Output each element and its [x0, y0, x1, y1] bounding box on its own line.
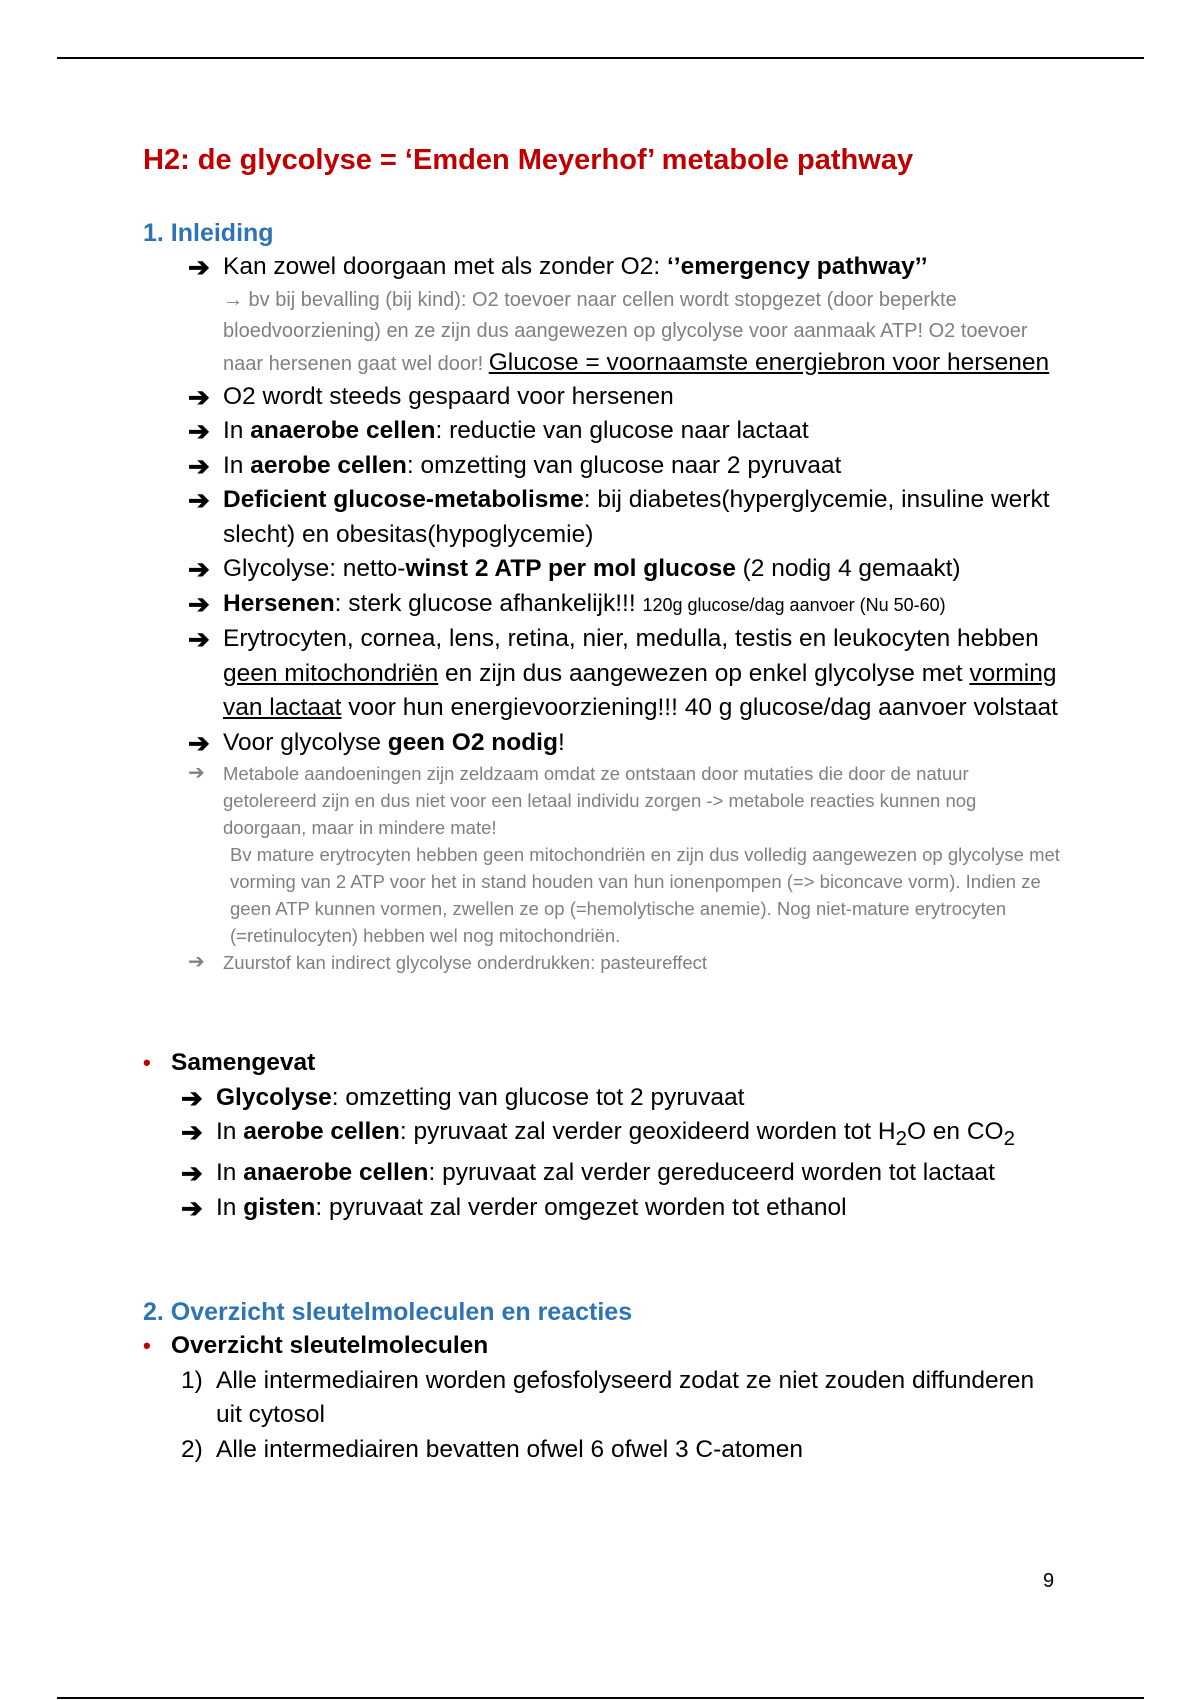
arrow-icon: ➔: [181, 1117, 203, 1147]
arrow-icon: ➔: [188, 450, 210, 481]
list-item: ➔ Glycolyse: netto-winst 2 ATP per mol glucose (2 nodig 4 gemaakt): [188, 552, 1063, 587]
arrow-icon: ➔: [188, 554, 210, 584]
list-item: ➔ Hersenen: sterk glucose afhankelijk!!! 120g glucose/dag aanvoer (Nu 50-60): [188, 587, 1063, 623]
document-body: [143, 140, 1063, 1467]
bullet-icon: •: [143, 1333, 151, 1359]
arrow-icon: ➔: [188, 951, 205, 973]
summary-heading: • Samengevat: [143, 1046, 1063, 1081]
list-item: ➔ Deficient glucose-metabolisme: bij diabetes(hyperglycemie, insuline werkt slecht) en obesitas(hypoglycemie): [188, 485, 1050, 548]
page-number: 9: [1043, 1570, 1055, 1592]
arrow-icon: ➔: [188, 762, 205, 784]
chapter-heading: H2: de glycolyse = ‘Emden Meyerhof’ metabole pathway: [143, 144, 914, 176]
arrow-icon: ➔: [188, 485, 210, 515]
arrow-icon: ➔: [188, 416, 210, 446]
list-item: ➔ In anaerobe cellen: pyruvaat zal verder gereduceerd worden tot lactaat: [181, 1156, 1063, 1191]
list-item: ➔ Erytrocyten, cornea, lens, retina, nier, medulla, testis en leukocyten hebben geen mitochondriën en zijn dus aangewezen op enkel glycolyse met vorming van lactaat voor hun energievoorziening!!! 40 g glucose/dag aanvoer volstaat: [188, 624, 1058, 721]
arrow-icon: ➔: [188, 252, 210, 282]
list-item: ➔ In aerobe cellen: omzetting van glucose naar 2 pyruvaat: [188, 449, 1063, 484]
section-2-title: 2. Overzicht sleutelmoleculen en reacties: [143, 1298, 633, 1327]
summary-block: [143, 1046, 1063, 1225]
arrow-icon: ➔: [181, 1192, 203, 1223]
arrow-icon: ➔: [181, 1082, 203, 1113]
list-item: 1) Alle intermediairen worden gefosfolyseerd zodat ze niet zouden diffunderen uit cytosol: [181, 1366, 1035, 1429]
list-item: ➔ Kan zowel doorgaan met als zonder O2: ‘’emergency pathway’’ → bv bij bevalling (bij kind): O2 toevoer naar cellen wordt stopgezet (door beperkte bloedvoorziening) en ze zijn dus aangewezen op glycolyse voor aanmaak ATP! O2 toevoer naar hersenen gaat wel door! Glucose = voornaamste energiebron voor hersenen: [188, 250, 1063, 380]
section-2: [143, 1295, 1063, 1467]
bullet-icon: •: [143, 1050, 151, 1075]
summary-list: [143, 1081, 1063, 1226]
list-item: ➔ Zuurstof kan indirect glycolyse onderdrukken: pasteureffect: [188, 949, 1063, 976]
list-item: ➔ Glycolyse: omzetting van glucose tot 2 pyruvaat: [181, 1081, 1063, 1116]
list-item: ➔ In gisten: pyruvaat zal verder omgezet worden tot ethanol: [181, 1191, 1063, 1226]
arrow-icon: ➔: [188, 727, 210, 758]
list-item: ➔ Metabole aandoeningen zijn zeldzaam omdat ze ontstaan door mutaties die door de natuur getolereerd zijn en dus niet voor een letaal individu zorgen -> metabole reacties kunnen nog doorgaan, maar in mindere mate! Bv mature erytrocyten hebben geen mitochondriën en zijn dus volledig aangewezen op glycolyse met vorming van 2 ATP voor het in stand houden van hun ionenpompen (=> biconcave vorm). Indien ze geen ATP kunnen vormen, zwellen ze op (=hemolytische anemie). Nog niet-mature erytrocyten (=retinulocyten) hebben wel nog mitochondriën.: [188, 762, 1060, 946]
list-item: ➔ Voor glycolyse geen O2 nodig!: [188, 726, 1063, 761]
arrow-icon: ➔: [188, 381, 210, 412]
section-2-bullet: • Overzicht sleutelmoleculen: [143, 1329, 1063, 1364]
list-item: ➔ O2 wordt steeds gespaard voor hersenen: [188, 380, 1063, 415]
header-rule: [57, 57, 1144, 59]
intro-list: [143, 250, 1063, 976]
list-item: ➔ In aerobe cellen: pyruvaat zal verder geoxideerd worden tot $H_2O$ en $CO_2$: [181, 1117, 1015, 1150]
arrow-icon: ➔: [188, 588, 210, 619]
sub-note: → bv bij bevalling (bij kind): O2 toevoer naar cellen wordt stopgezet (door beperkte bloedvoorziening) en ze zijn dus aangewezen op glycolyse voor aanmaak ATP! O2 toevoer naar hersenen gaat wel door! Glucose = voornaamste energiebron voor hersenen: [223, 288, 1050, 376]
footer-rule: [57, 1697, 1144, 1699]
numbered-list: [143, 1364, 1063, 1468]
section-1-title: 1. Inleiding: [143, 219, 274, 247]
list-item: 2) Alle intermediairen bevatten ofwel 6 ofwel 3 C-atomen: [181, 1435, 803, 1463]
arrow-icon: ➔: [188, 624, 210, 654]
arrow-icon: ➔: [181, 1158, 203, 1189]
list-item: ➔ In anaerobe cellen: reductie van glucose naar lactaat: [188, 414, 1063, 449]
underlined-statement: Glucose = voornaamste energiebron voor hersenen: [488, 348, 1050, 376]
